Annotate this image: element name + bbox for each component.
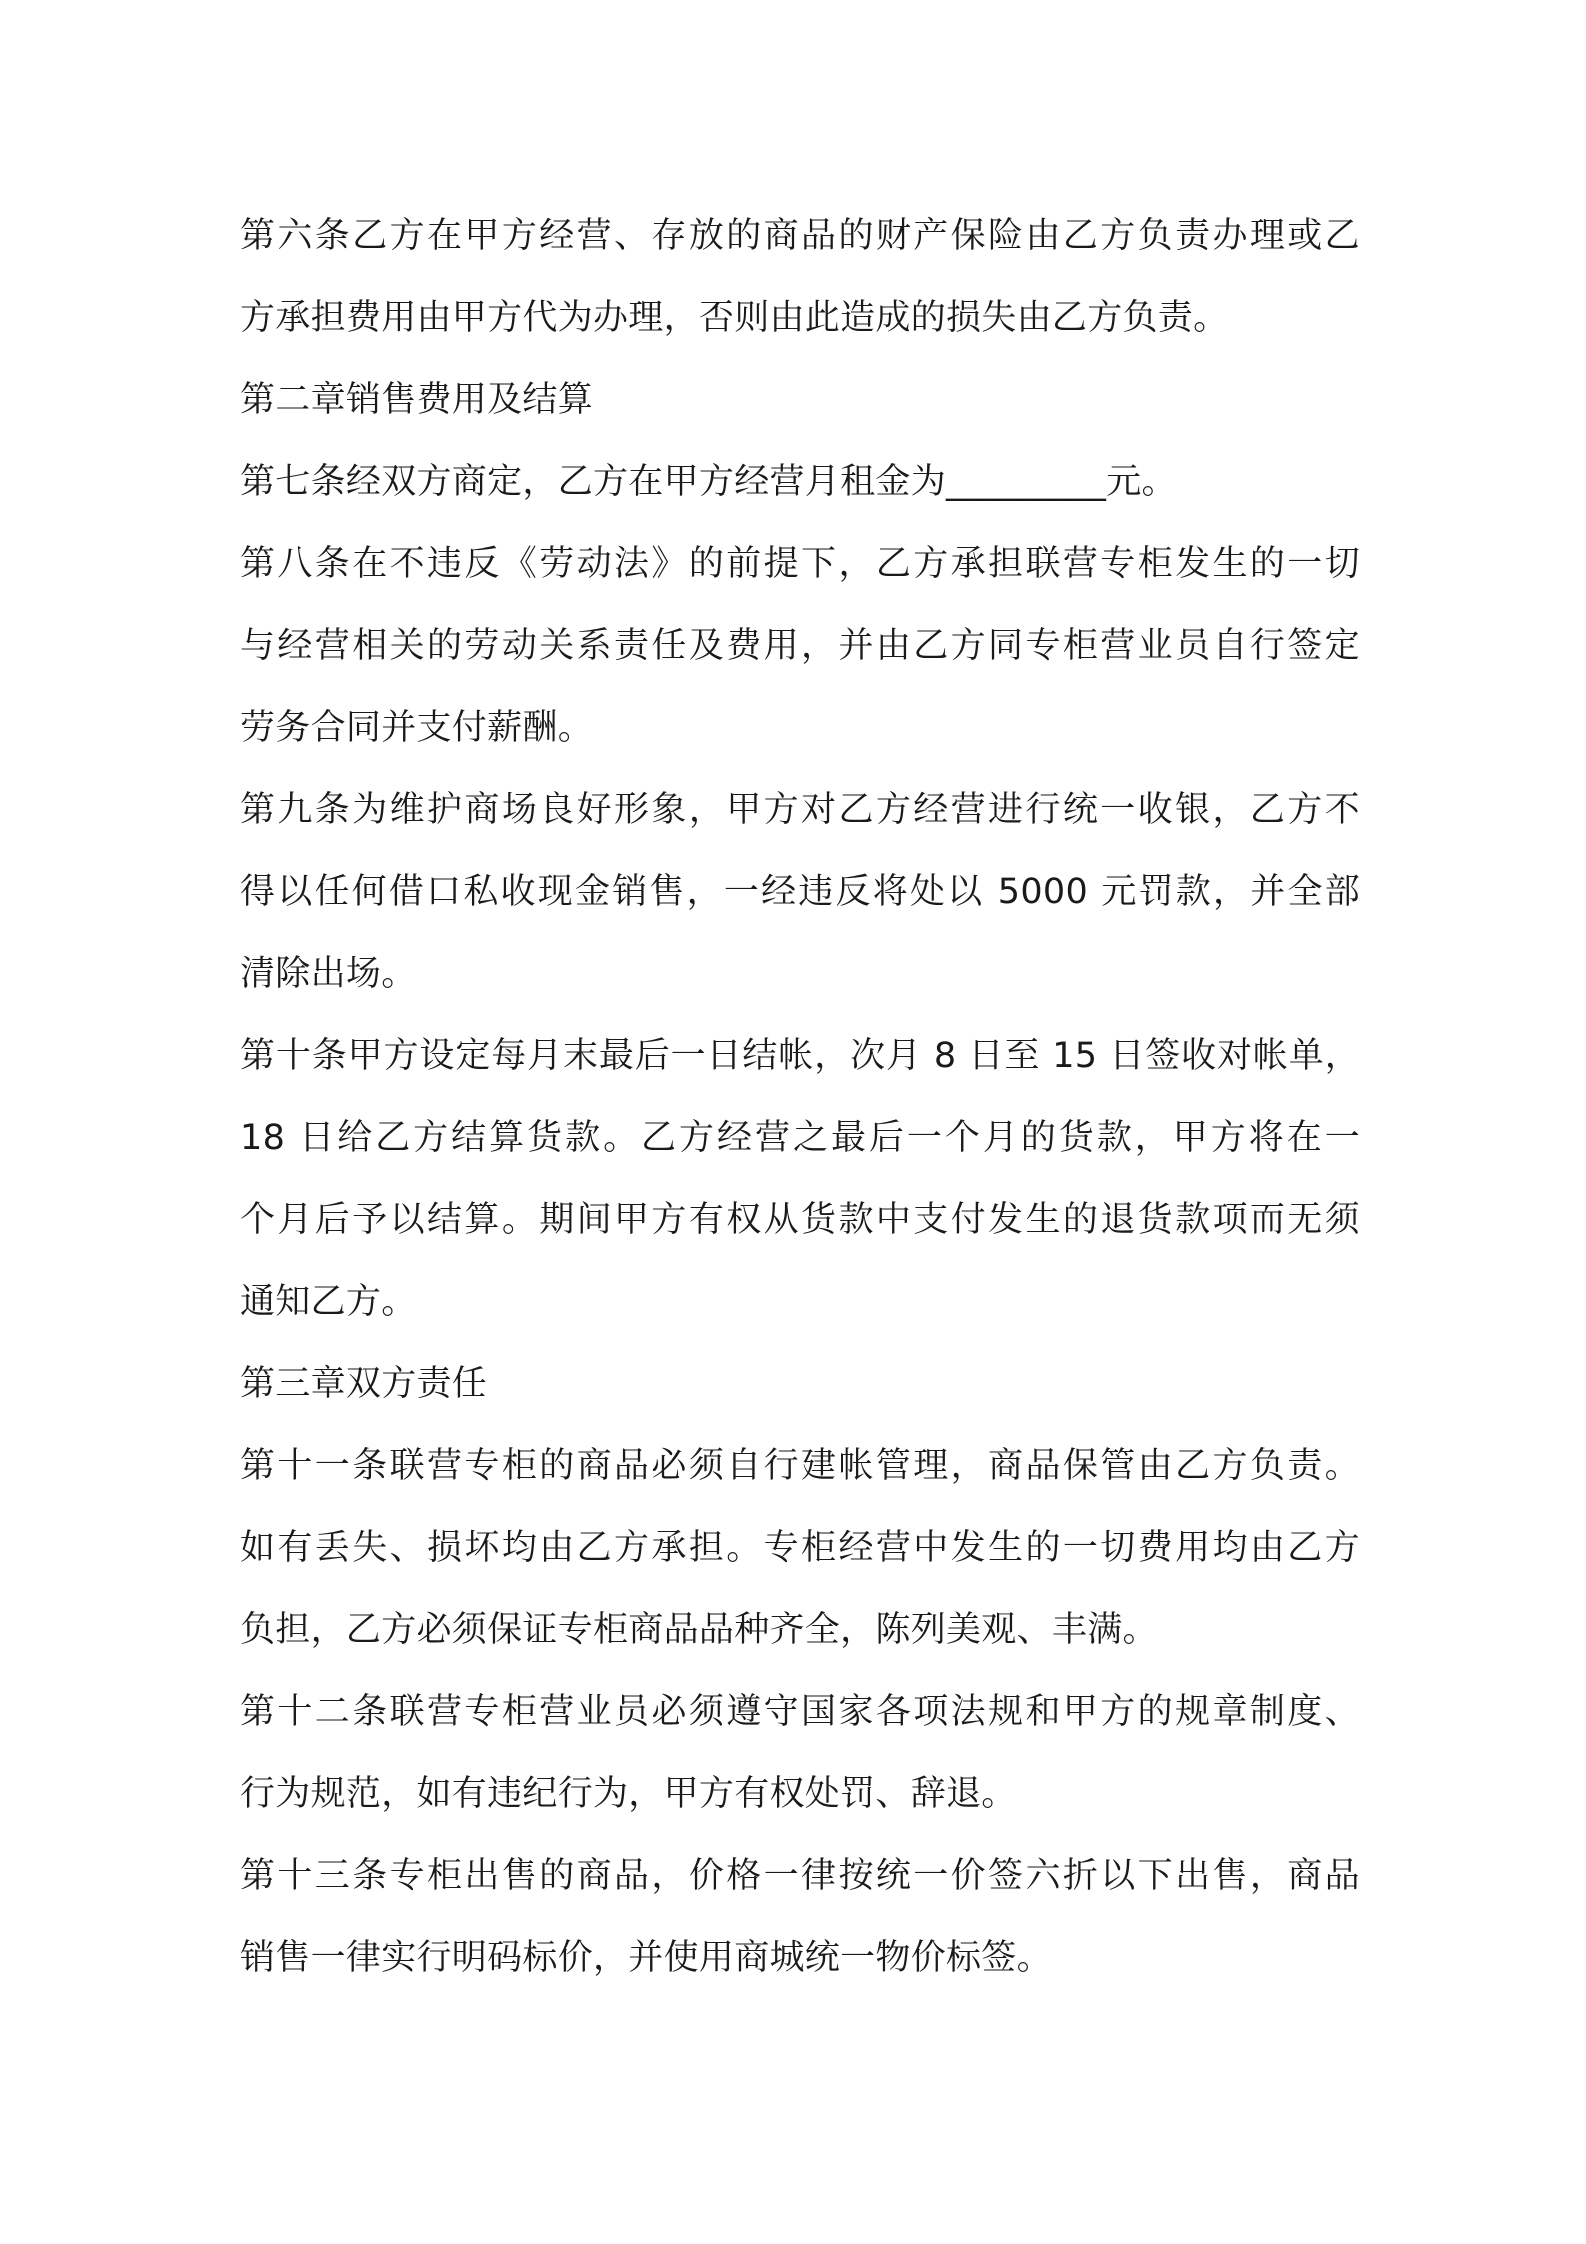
text-line: 劳务合同并支付薪酬。: [240, 708, 594, 748]
text-line: 清除出场。: [240, 954, 417, 994]
text-line: 负担，乙方必须保证专柜商品品种齐全，陈列美观、丰满。: [240, 1610, 1158, 1650]
text-line: 销售一律实行明码标价，并使用商城统一物价标签。: [240, 1938, 1052, 1978]
document-body: [240, 195, 1360, 1999]
text-line: 通知乙方。: [240, 1282, 417, 1322]
chapter-heading: 第三章双方责任: [240, 1364, 488, 1404]
text-line: 第七条经双方商定，乙方在甲方经营月租金为_________元。: [240, 462, 1177, 502]
text-line: 得以任何借口私收现金销售，一经违反将处以 5000 元罚款，并全部: [240, 872, 1360, 912]
text-line: 第十一条联营专柜的商品必须自行建帐管理，商品保管由乙方负责。: [240, 1446, 1360, 1486]
text-line: 行为规范，如有违纪行为，甲方有权处罚、辞退。: [240, 1774, 1017, 1814]
text-line: 第十三条专柜出售的商品，价格一律按统一价签六折以下出售，商品: [240, 1856, 1360, 1896]
text-line: 18 日给乙方结算货款。乙方经营之最后一个月的货款，甲方将在一: [240, 1118, 1360, 1158]
text-line: 第八条在不违反《劳动法》的前提下，乙方承担联营专柜发生的一切: [240, 544, 1360, 584]
text-line: 第六条乙方在甲方经营、存放的商品的财产保险由乙方负责办理或乙: [240, 216, 1360, 256]
text-line: 方承担费用由甲方代为办理，否则由此造成的损失由乙方负责。: [240, 298, 1229, 338]
text-line: 第十条甲方设定每月末最后一日结帐，次月 8 日至 15 日签收对帐单，: [240, 1036, 1360, 1076]
text-line: 与经营相关的劳动关系责任及费用，并由乙方同专柜营业员自行签定: [240, 626, 1360, 666]
text-line: 如有丢失、损坏均由乙方承担。专柜经营中发生的一切费用均由乙方: [240, 1528, 1360, 1568]
text-line: 个月后予以结算。期间甲方有权从货款中支付发生的退货款项而无须: [240, 1200, 1360, 1240]
chapter-heading: 第二章销售费用及结算: [240, 380, 594, 420]
text-line: 第十二条联营专柜营业员必须遵守国家各项法规和甲方的规章制度、: [240, 1692, 1360, 1732]
text-line: 第九条为维护商场良好形象，甲方对乙方经营进行统一收银，乙方不: [240, 790, 1360, 830]
